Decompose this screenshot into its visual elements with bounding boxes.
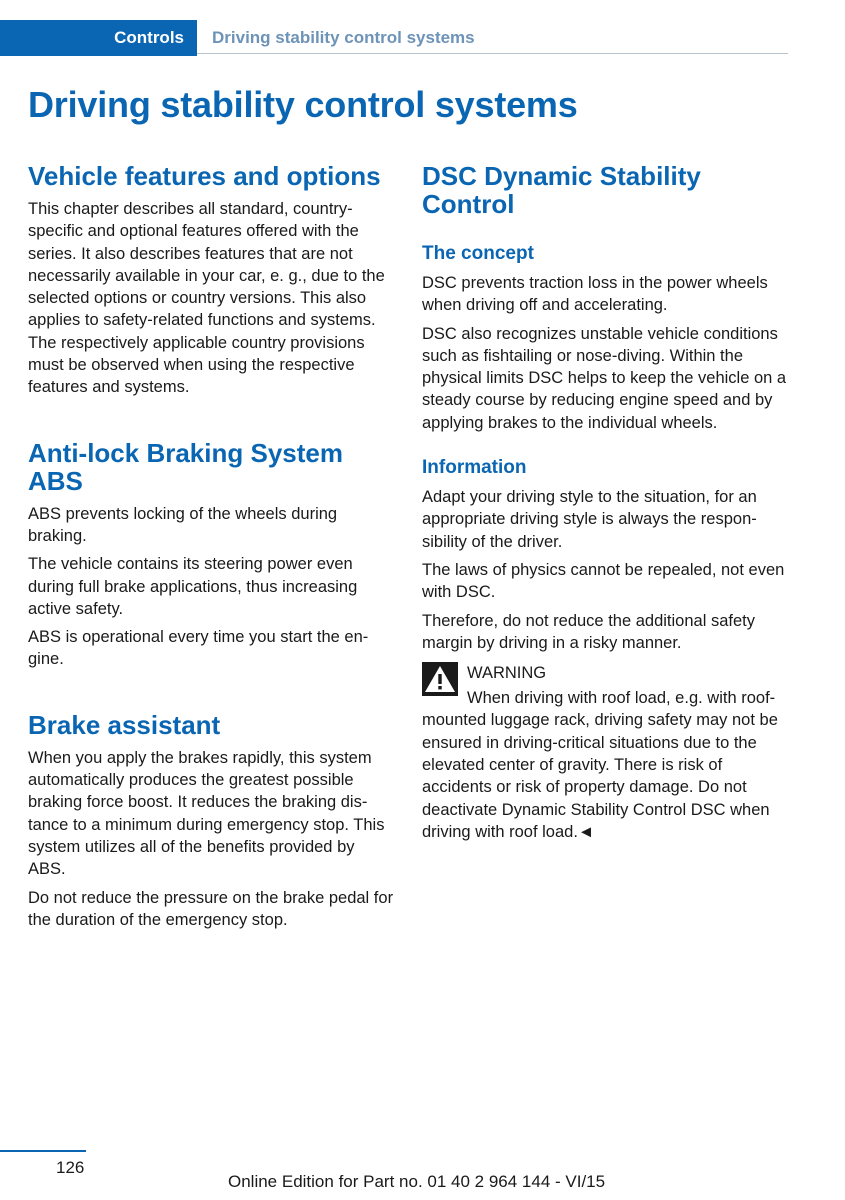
section-abs bbox=[28, 439, 394, 671]
subsection-heading: The concept bbox=[422, 243, 534, 264]
section-brake-assistant bbox=[28, 711, 394, 931]
paragraph: The laws of physics cannot be repealed, not even with DSC. bbox=[422, 560, 785, 602]
page-number: 126 bbox=[56, 1158, 85, 1177]
subsection-concept bbox=[422, 242, 788, 434]
left-column bbox=[28, 162, 394, 937]
section-heading: DSC Dynamic Stability Control bbox=[422, 161, 701, 219]
section-heading: Vehicle features and options bbox=[28, 161, 381, 191]
paragraph: ABS prevents locking of the wheels during braking. bbox=[28, 504, 338, 545]
paragraph: ABS is operational every time you start the engine. bbox=[28, 628, 369, 669]
paragraph: DSC also recognizes unstable vehicle conditions such as fishtailing or nose-diving. Within the physical limits DSC helps to keep the vehicle on a steady course by reducing engine speed and by applying brakes to the individual wheels. bbox=[422, 324, 787, 432]
right-column bbox=[422, 162, 788, 843]
section-vehicle-features bbox=[28, 162, 394, 399]
paragraph: The vehicle contains its steering power even during full brake applications, thus increasing active safety. bbox=[28, 555, 358, 618]
subsection-information bbox=[422, 456, 788, 654]
section-dsc bbox=[422, 162, 788, 218]
section-heading: Brake assistant bbox=[28, 709, 221, 740]
paragraph: DSC prevents traction loss in the power wheels when driving off and accelerating. bbox=[422, 274, 768, 315]
footer-divider bbox=[0, 1150, 86, 1152]
paragraph: Do not reduce the pressure on the brake pedal for the duration of the emergency stop. bbox=[28, 888, 394, 929]
page-title: Driving stability control systems bbox=[28, 84, 578, 125]
header-divider bbox=[197, 53, 788, 54]
warning-label: WARNING bbox=[467, 664, 547, 683]
paragraph: Therefore, do not reduce the additional safety margin by driving in a risky manner. bbox=[422, 611, 755, 652]
paragraph: Adapt your driving style to the situation, for an appropriate driving style is always the responsibility of the driver. bbox=[422, 488, 757, 551]
subsection-heading: Information bbox=[422, 457, 527, 479]
paragraph: This chapter describes all standard, country-specific and optional features offered with the series. It also describes features that are not necessarily available in your car, e. g., due to the selected options or country versions. This also applies to safety-related functions and systems. The respectively applicable country provisions must be observed when using the respective features and systems. bbox=[28, 200, 385, 397]
warning-triangle-icon bbox=[422, 662, 458, 696]
header-tab-controls: Controls bbox=[0, 20, 197, 56]
header-section-label: Driving stability control systems bbox=[212, 28, 475, 47]
paragraph: When you apply the brakes rapidly, this system automatically produces the greatest possible braking force boost. It reduces the braking distance to a minimum during emergency stop. This system utilizes all of the benefits provided by ABS. bbox=[28, 748, 385, 879]
edition-text: Online Edition for Part no. 01 40 2 964 144 - VI/15 bbox=[228, 1172, 606, 1191]
warning-text: When driving with roof load, e.g. with roof-mounted luggage rack, driving safety may not be ensured in driving-critical situations due to the elevated center of gravity. There is risk of accidents or risk of property damage. Do not deactivate Dynamic Stability Control DSC when driving with roof load.◄ bbox=[422, 689, 778, 841]
warning-box bbox=[422, 662, 788, 843]
section-heading: Anti-lock Braking System ABS bbox=[28, 437, 343, 496]
